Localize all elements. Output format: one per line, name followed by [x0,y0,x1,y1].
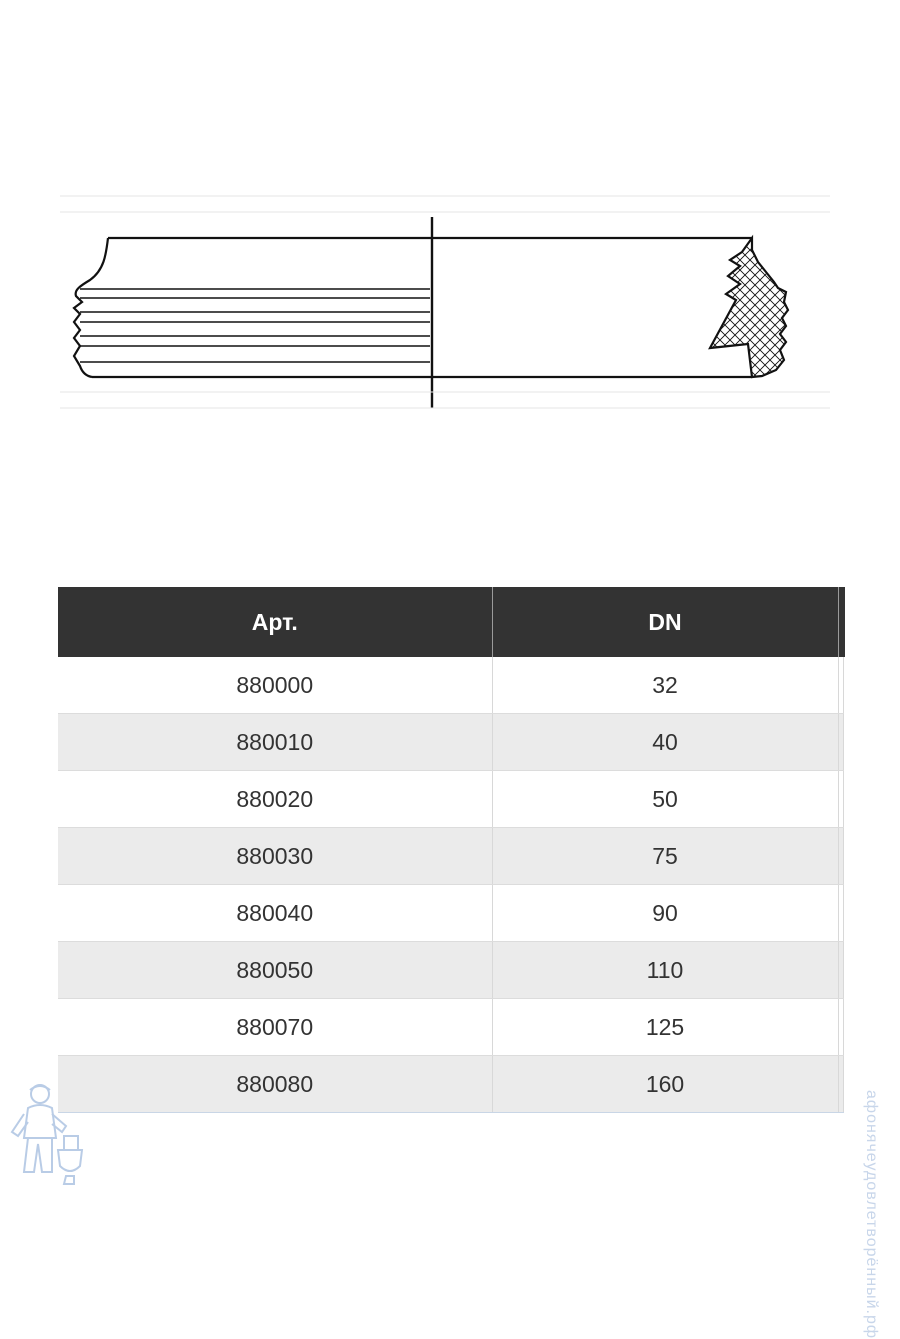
pipe-outline [74,238,752,377]
spec-table [58,587,845,1113]
cell-extra [838,771,843,828]
cell-dn: 160 [492,1056,838,1113]
cell-art: 880050 [58,942,492,999]
cell-extra [838,657,843,714]
table-row [58,828,843,885]
technical-drawing [0,0,900,520]
watermark-text: афонячеудовлетворённый.рф [863,1090,880,1339]
plumber-mascot-icon [8,1080,88,1190]
table-row [58,657,843,714]
table-row [58,714,843,771]
seal-cross-section [710,238,788,377]
cell-art: 880000 [58,657,492,714]
cell-dn: 50 [492,771,838,828]
header-extra [838,587,843,657]
cell-extra [838,885,843,942]
cell-art: 880010 [58,714,492,771]
cell-art: 880040 [58,885,492,942]
cell-art: 880030 [58,828,492,885]
table-row [58,885,843,942]
cell-extra [838,828,843,885]
cell-dn: 110 [492,942,838,999]
header-art: Арт. [58,587,492,657]
pipe-grooves [80,289,430,362]
table-row [58,771,843,828]
table-header-row [58,587,843,657]
cell-art: 880080 [58,1056,492,1113]
cell-dn: 40 [492,714,838,771]
cell-art: 880020 [58,771,492,828]
header-dn: DN [492,587,838,657]
cell-art: 880070 [58,999,492,1056]
cell-extra [838,999,843,1056]
table-row [58,1056,843,1113]
cell-dn: 75 [492,828,838,885]
cell-extra [838,714,843,771]
cell-extra [838,1056,843,1113]
table-row [58,999,843,1056]
table-row [58,942,843,999]
cell-dn: 125 [492,999,838,1056]
cell-extra [838,942,843,999]
cell-dn: 32 [492,657,838,714]
cell-dn: 90 [492,885,838,942]
